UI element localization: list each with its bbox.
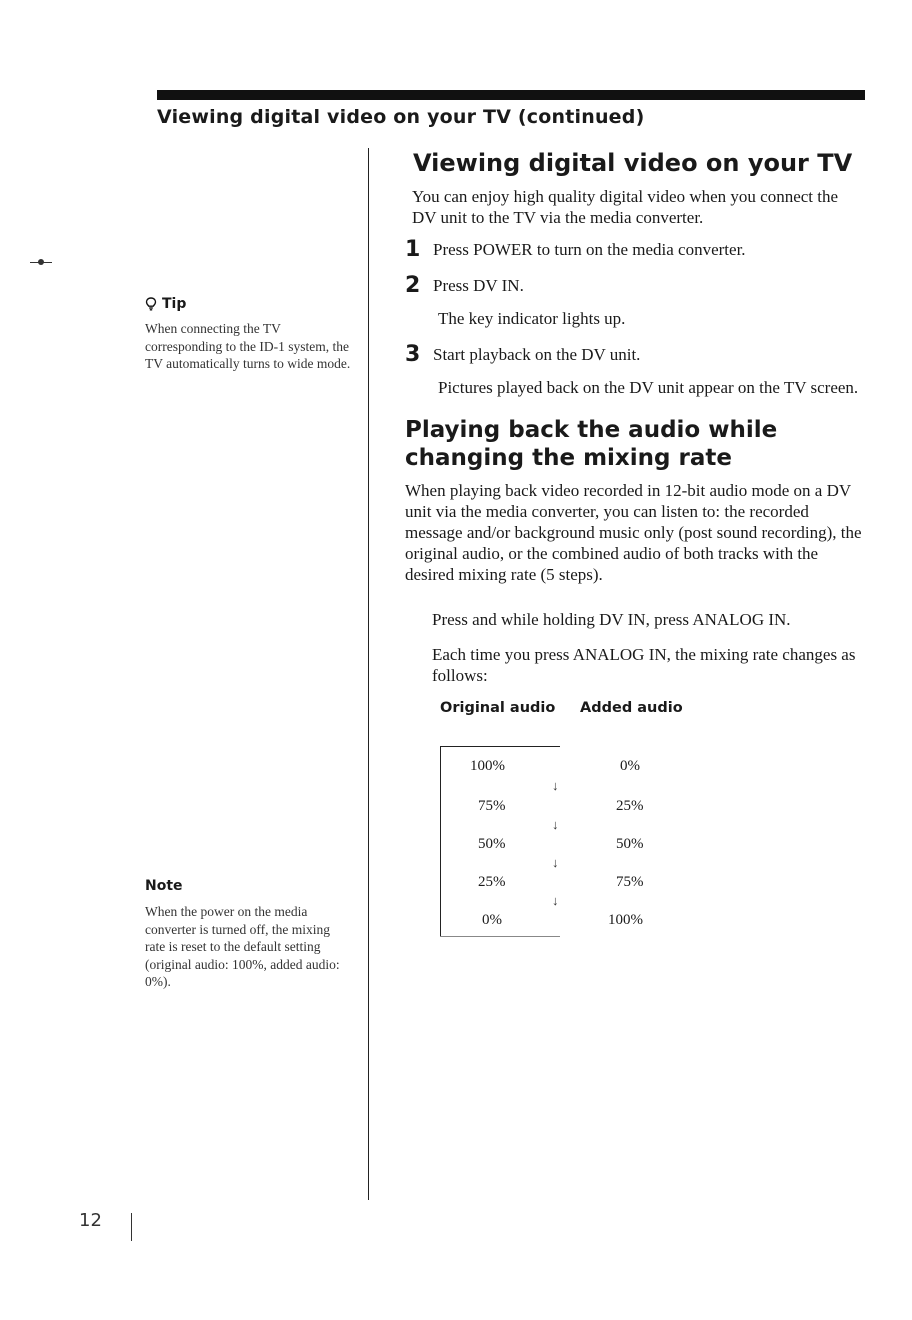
instruction-detail: Each time you press ANALOG IN, the mixing rate changes as follows: bbox=[432, 645, 856, 685]
tip-box bbox=[145, 296, 360, 373]
note-text: When the power on the media converter is turned off, the mixing rate is reset to the default setting (original audio: 100%, added audio: 0%). bbox=[145, 904, 340, 989]
step-item bbox=[405, 274, 865, 329]
added-audio-value: 50% bbox=[616, 836, 644, 852]
page-header: Viewing digital video on your TV (continued) bbox=[157, 106, 645, 128]
step-number: 1 bbox=[405, 237, 421, 262]
page-number: 12 bbox=[79, 1210, 102, 1231]
tip-heading bbox=[145, 296, 360, 312]
note-heading: Note bbox=[145, 878, 183, 894]
added-audio-value: 25% bbox=[616, 798, 644, 814]
step-item bbox=[405, 238, 865, 262]
step-text: Press DV IN. bbox=[433, 276, 524, 295]
section-title: Viewing digital video on your TV bbox=[413, 149, 853, 177]
step-number: 3 bbox=[405, 342, 421, 367]
section-body: When playing back video recorded in 12-bit audio mode on a DV unit via the media converter, you can listen to: the recorded message and/or background music only (post sound recording), the original audio, or the combined audio of both tracks with the desired mixing rate (5 steps). bbox=[405, 481, 862, 584]
tip-text: When connecting the TV corresponding to the ID-1 system, the TV automatically turns to wide mode. bbox=[145, 321, 351, 371]
col-header-original-audio: Original audio bbox=[440, 700, 556, 716]
original-audio-value: 0% bbox=[482, 912, 502, 928]
tip-label: Tip bbox=[162, 296, 187, 312]
original-audio-value: 75% bbox=[478, 798, 506, 814]
col-header-added-audio: Added audio bbox=[580, 700, 683, 716]
down-arrow-icon: ↓ bbox=[552, 893, 559, 908]
added-audio-value: 100% bbox=[608, 912, 643, 928]
table-row bbox=[440, 836, 700, 856]
mix-rate-table bbox=[440, 740, 700, 940]
step-list bbox=[405, 238, 865, 398]
mix-table-header bbox=[440, 700, 865, 716]
note-box bbox=[145, 878, 345, 991]
registration-mark bbox=[30, 262, 52, 263]
original-audio-value: 50% bbox=[478, 836, 506, 852]
original-audio-value: 100% bbox=[470, 758, 505, 774]
table-row bbox=[440, 874, 700, 894]
down-arrow-icon: ↓ bbox=[552, 817, 559, 832]
main-content bbox=[405, 148, 865, 940]
added-audio-value: 75% bbox=[616, 874, 644, 890]
table-row bbox=[440, 758, 700, 778]
cycle-bracket bbox=[440, 936, 560, 937]
header-rule bbox=[157, 90, 865, 100]
intro-paragraph: You can enjoy high quality digital video when you connect the DV unit to the TV via the media converter. bbox=[412, 187, 839, 227]
lightbulb-icon bbox=[145, 297, 157, 311]
step-text: Press POWER to turn on the media converter. bbox=[433, 240, 746, 259]
added-audio-value: 0% bbox=[620, 758, 640, 774]
page-number-rule bbox=[131, 1213, 132, 1241]
step-item bbox=[405, 343, 865, 398]
section-title: Playing back the audio while changing the mixing rate bbox=[405, 417, 778, 471]
down-arrow-icon: ↓ bbox=[552, 855, 559, 870]
instruction: Press and while holding DV IN, press ANALOG IN. bbox=[432, 610, 791, 629]
down-arrow-icon: ↓ bbox=[552, 778, 559, 793]
cycle-bracket bbox=[440, 746, 560, 747]
step-detail: The key indicator lights up. bbox=[438, 309, 626, 328]
step-number: 2 bbox=[405, 273, 421, 298]
step-text: Start playback on the DV unit. bbox=[433, 345, 641, 364]
original-audio-value: 25% bbox=[478, 874, 506, 890]
table-row bbox=[440, 912, 700, 932]
column-divider bbox=[368, 148, 369, 1200]
table-row bbox=[440, 798, 700, 818]
step-detail: Pictures played back on the DV unit appear on the TV screen. bbox=[438, 378, 859, 397]
